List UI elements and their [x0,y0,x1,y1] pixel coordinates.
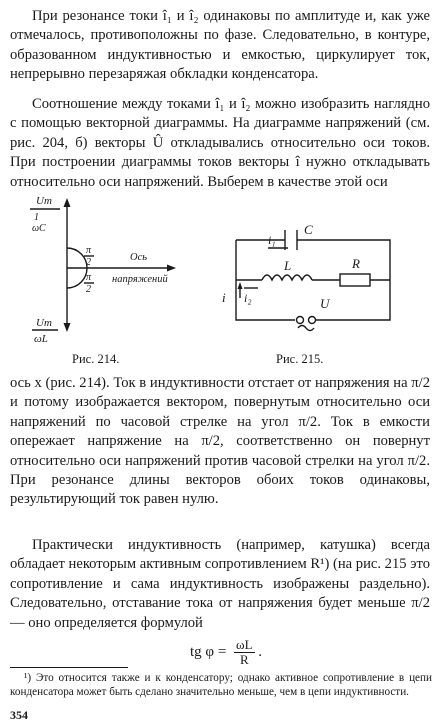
label-i2: i₂ [244,291,252,305]
bottom-label-denominator: ωL [34,333,48,345]
terminal-right-icon [309,317,316,324]
formula-tan-phi [190,638,262,667]
footnote: ¹) Это относится также и к конденсатору; однако активное сопротивление в цепи конденсатора может быть сделано значительно меньше, чем в цепи индуктивности. [10,672,432,698]
terminal-left-icon [297,317,304,324]
formula-lhs: tg φ = [190,643,227,660]
top-label-numerator: Um [36,195,52,207]
angle-upper-num: π [86,245,92,256]
ac-source-wave-icon [298,326,314,331]
caption-fig-214: Рис. 214. [72,352,120,366]
formula-numerator: ωL [236,637,253,652]
resistor-box [340,274,370,286]
axis-label-word1: Ось [130,252,148,263]
arrowhead-up-icon [64,198,71,207]
label-i1: i₁ [268,233,276,247]
angle-arc-lower [67,268,87,288]
angle-lower-num: π [86,272,92,283]
label-U: U [320,296,330,311]
label-R: R [352,256,360,271]
formula-denominator: R [239,652,249,667]
formula-fraction [234,638,255,667]
figure-214-vector-diagram [0,190,200,350]
arrowhead-up-icon [238,282,243,289]
figure-215-circuit [200,190,410,340]
angle-arc-upper [67,248,87,268]
formula-end: . [258,643,263,660]
angle-upper-den: 2 [86,257,91,268]
arrowhead-right-icon [167,265,176,272]
top-label-inner-den: ωC [32,223,46,234]
caption-fig-215: Рис. 215. [276,352,324,366]
inductor-coil [262,275,312,280]
label-i: i [222,290,226,305]
paragraph-active-resistance: Практически индуктивность (например, катушка) всегда обладает некоторым активным сопротивлением R¹) (на рис. 215 это сопротивление и сама индуктивность изображены раздельно). Следовательно, отставание тока от напряжения будет меньше π/2 — оно определяется формулой [10,537,430,631]
page-number: 354 [10,708,28,722]
axis-label-word2: напряжений [112,274,168,285]
footnote-divider [10,667,128,668]
arrowhead-down-icon [64,323,71,332]
paragraph-current-lag: ось x (рис. 214). Ток в индуктивности отстает от напряжения на π/2 и потому изображается вектором, повернутым относительно оси напряжений по часовой стрелке на угол π/2. Ток в емкости опережает напряжение на π/2, соответственно он повернут относительно оси напряжений против часовой стрелки на угол π/2. При резонансе длины векторов обоих токов одинаковы, результирующий ток равен нулю. [10,375,430,508]
paragraph-vector-diagram: Соотношение между токами î₁ и î₂ можно изобразить наглядно с помощью векторной диаграммы. На диаграмме напряжений (см. рис. 204, б) векторы Û откладывались относительно оси токов. При построении диаграммы токов векторы î нужно откладывать относительно оси напряжений. Выберем в качестве этой оси [10,96,430,190]
label-L: L [284,258,292,273]
paragraph-resonance: При резонансе токи î₁ и î₂ одинаковы по амплитуде и, как уже отмечалось, противоположны по фазе. Следовательно, в контуре, образованном индуктивностью и емкостью, циркулирует ток, непрерывно перезаряжая обкладки конденсатора. [10,8,430,83]
bottom-label-numerator: Um [36,317,52,329]
top-label-inner-num: 1 [34,212,39,223]
angle-lower-den: 2 [86,284,91,295]
label-C: C [304,222,313,237]
